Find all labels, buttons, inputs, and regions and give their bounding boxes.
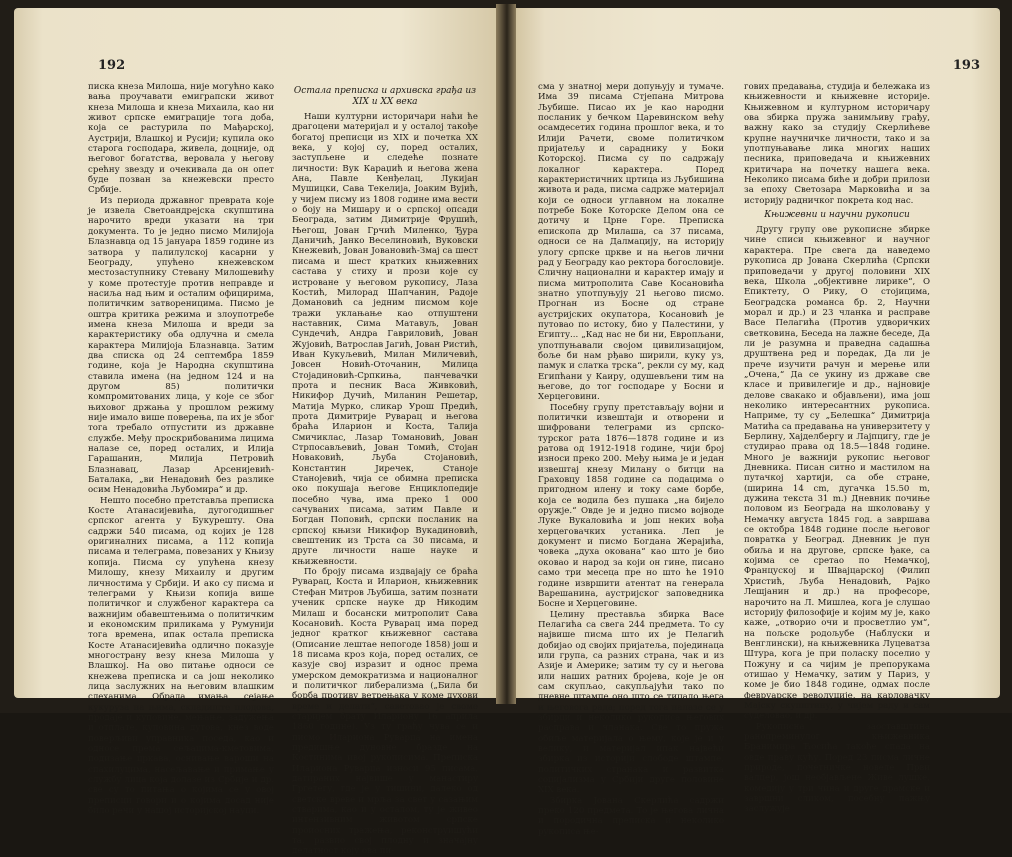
section-heading: Књижевни и научни рукописи bbox=[764, 210, 910, 221]
paragraph: писка кнеза Милоша, није могућно како вања проучавати емиграпски живот кнеза Милоша и кнеза Михаила, као ни живот српске емиграције тога доба, која се растурила по Мађарској, Аустрији, Влашкој и Русији; купила око старога господара, живела, доцније, од његовог богатства, веровала у његову срећну звезду и очекивала да он опет буде позван за кнежевски престо Србије. bbox=[88, 82, 274, 196]
paragraph: Из периода државног преврата које је извела Светоандрејска скупштина нарочито вреди указати на три документа. То је једно писмо Милијоја Блазнавца од 15 јануара 1859 године из затвора у палилулској касарни у Београду, упућено кнежевском местозаступнику Стевану Милошевићу у коме протестује против неправде и насиља над њим и осталим официрима, политичким затвореницима. Писмо је оштра критика режима и злоупотребе имена кнеза Милоша и вреди за карактеристику оба одлучна и смела карактера Милијоја Блазнавца. Затим два списка од 24 септембра 1859 године, која је Народна скупштина ставила имена (на једном 124 и на другом 85) политички компромитованих лица, у које се због њиховог држања у прошлом режиму није имало више поверења, па их је због тога требало отпустити из државне службе. Међу проскрибованима лицима налазе се, поред осталих, и Илија Гарашанин, Милија Петровић Блазнавац, Лазар Арсенијевић-Баталака, „ви Ненадовић без разлике осим Ненадовића Љубомира“ и др. bbox=[88, 195, 274, 496]
right-column-1 bbox=[538, 82, 724, 837]
right-column-2 bbox=[744, 82, 930, 815]
paragraph: Целину преставља збирка Васе Пелагића са свега 244 предмета. То су највише писма што их је Пелагић добијао од својих пријатеља, појединаца или група, са разних страна, чак и из Азије и Америке; затим ту су и његова или наших ратних бројева, које је он сам скупљао, сакупљајући тако по дневне штампе оно што се тицало њега и његовога рада; поред тога налазе се у збирци и неколико рукописа његових расправа и чланака. Све то пружа обиље материјала о њему, које је и у велику, и материјал ипак највећи збирка из историји слободе штампе, политичких странака и развитка социјализма у Србији друге половине XIX века. bbox=[538, 609, 724, 796]
paragraph: Збирка Јована Скерлића садржи преко 120 предмета. То је његова лична и породична преписка и неколико рукописа ње- bbox=[538, 795, 724, 837]
paragraph: Рукописна заоставштина ранопреминулог књижевника Бранимира Ћосића такође спада на овде праву кућу. Поред 23 писма личне природе, почетничке новеле Први валцер, још необјављене Живе лушке, комедију у три чина и друге драмске и завршни сликом, посебну пажњу заслужује bbox=[744, 721, 930, 815]
right-page bbox=[516, 8, 1000, 837]
paragraph: гових предавања, студија и бележака из књижевности и књижевне историје. Књижевном и културном историчару ова збирка пружа занимљиву грађу, важну како за студију Скерлићеве крупне научничке личности, тако и за употпуњавање лика многих наших песника, приповедача и књижевних критичара на почетку нашега века. Неколико писама биће и добри прилози за епоху Светозара Марковића и за историју радничког покрета код нас. bbox=[744, 82, 930, 206]
page-number-left: 192 bbox=[98, 58, 126, 73]
left-page bbox=[14, 8, 496, 857]
paragraph: Нешто посебно претставља преписка Косте Атанасијевића, дугогодишњег српског агента у Букурешту. Она садржи 540 писама, од којих је 128 оригиналних писама, а 112 копија писама и телеграма, повезаних у Књизу копија. Писма су упућена кнезу Милошу, кнезу Михаилу и другим личностима у Србији. И ако су писма и телеграми у Књизи копија више политичког и службеног карактера са важнијим обавештењима о политичким и економским приликама у Румунији тога времена, ипак остала преписка Косте Атанасијевића одлично показује многострану везу кнеза Милоша у Влашкој. На ово питање односи се кнежева преписка и са још неколико лица заслужних на његовим влашким слеханима. Обрада имања, сејање кукуруза на њима, складиште плодова, продаје и куповине, мењање, задужења и отплате, куповина дутова, кнез воде поверљиви упрaвника поседа, као и односе према сељацима-кметовима, подизање цркава, оснивање вароши на спахилуцима, насељавање и примање у службу лица која долазе из Србије и др. све су то питања о којима се у овој преписци говори и о којима досад није било речи у нашој историјској науци. bbox=[88, 495, 274, 817]
book-gutter bbox=[496, 4, 516, 704]
paragraph: По броју писама издвајају се браћа Руварац, Коста и Иларион, књижевник Стефан Митров Љубиша, затим познати ученик српске науке др Никодим Милаш и босански митрополит Сава Косановић. Коста Руварац има поред једног кратког књижевног састава (Описание лештаe непогоде 1858) још и 18 писама кроз која, поред осталих, се казује свој изразит и однос према умерском демократизма и националног и политичког либерализма („Била би борба противу ветрењака у коме духови време и делати“, саветовао је своме старијем брату Илариону 16 априла 1860 године). Уз ту грађу чува се и писмо Илариона Руварца на имена предишње дуновне бразде на Костинима ивој рукописима. Преписка Илариона Руварца износи 95 писама, датираних највише у манастиру Гргетегу, где је у тишини, далеко од светске вреве и мрља за свет у сазањим стварима, као и у осталом, ту је живео интензивним животом српске проиосних тражења, реконструишући та, развио свој плодну и значајну делатност коју ова пи- bbox=[292, 567, 478, 857]
section-heading: Остала преписка и архивска грађа из XIX и XX века bbox=[293, 86, 477, 107]
paragraph: Другу групу ове рукописне збирке чине списи књижевног и научног карактера. Пре свега да наведемо рукописа др Јована Скерлића (Српски приповедачи у другој половини XIX века, Школа „објективне лирике“, О Епиктету, О Рику, О стојицима, Београдска романса бр. 2, Научни морал и др.) и 23 чланка и расправе Васе Пелагића (Против удворичких светковина, Беседа на лажне беседе, Да ли је разумна и праведна садашња друштвена ред и поредак, Да ли је прече изучити рачун и мерење или „Очена,“ Да се укину из државе све класе и привилегије и др., најновије делове свакако и објављени), има још неколико интересантних рукописа. Наприме, ту су „Белешка“ Димитрија Матића са предавања на универзитету у Берлину, Хајделбергу и Лајпцигу, где је студирао права од 18.5—1848 године. Много је важнији рукопис његовог Дневника. Писан ситно и мастилом на путачкој хартији, са обе стране, (ширина 14 cm, дугачка 15.50 m, дужина текста 31 m.) Дневник почиње половом из Београда на школовању у Немачку августа 1845 год. а завршава се октобра 1848 године после његовог повратка у Београд. Дневник је пун обиља и на другове, српске ђаке, са којима се сретао по Немачкој, Француској и Швајцарској (Филип Христић, Љуба Ненадовић, Рајко Лешјанин и др.) на професоре, нарочито на Л. Мишлеа, кога је слушао историју филозофије и којим му је, како каже, „отворио очи и просветлио ум“, на пољске родољубе (Наблуски и Венглински), на књижевника Луцеватзa Штура, кога је при поласку поселио у Пожуну и са чијим је препорукама отишао у Немачку, затим у Париз, у коме је био 1848 године, одмах после февруарске револуције, на карловачку Мајску скупштину, у чијем раду и сам суделовао, и др. bbox=[744, 225, 930, 722]
paragraph: Наши културни историчари наћи ће драгоцени материјал и у осталој такође богатој преписци из XIX и почетка XX века, у којој су, поред осталих, заступљене и следеће познате личности: Вук Караџић и његова жена Ана, Павле Кенђелац, Лукијан Мушицки, Сава Текелија, Јоаким Вујић, у чијем писму из 1808 године има вести о бoју на Мишару и о српској опсади Београда, затим Димитрије Фрушић, Његош, Јован Грчић Миленко, Ђура Даничић, Јанко Веселиновић, Вуковски Кнежевић, Јован Јовановић-Змај са шест писама и шест кратких књижевних састава у стиху и прози које су истрoвaне у његовом рукопису, Лаза Костић, Милорад Шапчанин, Радоје Домановић са једним писмом које тражи уклањање као отпуштени наставник, Сима Матавуљ, Јован Сундечић, Андра Гавриловић, Јован Жујовић, Ватрослав Јагић, Јован Ристић, Иван Кукуљевић, Милан Миличевић, Јовсен Новић-Оточанин, Милица Стојадиновић-Српкиња, панчевачки прота и песник Васа Живковић, Никифор Дучић, Миланин Решетар, Матија Мурко, сликар Урош Предић, прота Димитрије Руварац и његова браћа Иларион и Коста, Талија Смичиклас, Лазар Томановић, Јован Стрпосављевић, Јован Томић, Стојан Новаковић, Љуба Стојановић, Константин Јиречек, Стaноје Станојевић, чија се обимна преписка око покушаја његове Енциклопедије посебно чува, има преко 1 000 сачуваних писама, затим Павле и Богдан Поповић, српски посланик на српској књизи Никифор Вукадиновић, свештеник из Трста са 30 писама, и друге личности наше науке и књижевности. bbox=[292, 112, 478, 567]
page-number-right: 193 bbox=[952, 58, 980, 73]
left-column-1 bbox=[88, 82, 274, 816]
paragraph: сма у знатној мери допуњују и тумаче. Има 39 писама Стјепана Митрова Љубише. Писао их је као народни посланик у бечком Царевинском већу осамдесетих година прошлог века, и то Илији Рачети, своме политичком пријатељу и сараднику у Боки Которској. Писма су по садржају локалног карактера. Поред карактеристичних цртица из Љубишина живота и рада, писма садрже материјал који се односи углавном на локалне потребе Боке Которске Делом она се дотичу и Црне Горе. Преписка епископа др Милаша, са 37 писама, односи се на Далмацију, на историју улогу српске цркве и на његов лични рад у Београду као ректора богословије. Сличну национални и карактер имају и писма митрополита Саве Косановића знатно употпуњују 21 његово писмо. Прогнан из Босне од стране аустријских окупатора, Косановић је путовао по истоку, био у Палестини, у Египту... „Кад нас не би ни, Европљани, употпуњавали својом цивилизацијом, боље би нам рђаво ширили, куку уз, памук и слатка трска“, рекли су му, кад Египћани у Каиру, одушевљени тим на његове, до тог господаре у Босни и Херцеговини. bbox=[538, 82, 724, 403]
paragraph: Посебну групу претстављају војни и политички извештаји и отворени и шифровани телеграми из српско-турског рата 1876—1878 године и из ратова од 1912-1918 године, чији број износи преко 200. Међу њима је и један извештај кнезу Милану о битци на Граховцу 1858 године са подацима о пригодном илену и току саме борбе, која се водила без пушака „на бијело оружје.“ Овде је и једно писмо војводе Луке Вукаловића и још неких вођа херцеговачких устаника. Леп је документ и писмо Богдана Жерајића, човека „духа окована“ као што је био оковао и народ за који он гине, писано само три месеца пре но што ће 1910 године извршити атентат на генерала Варешанина, аустријског заповедника Босне и Херцеговине. bbox=[538, 402, 724, 610]
left-column-2 bbox=[292, 82, 478, 857]
